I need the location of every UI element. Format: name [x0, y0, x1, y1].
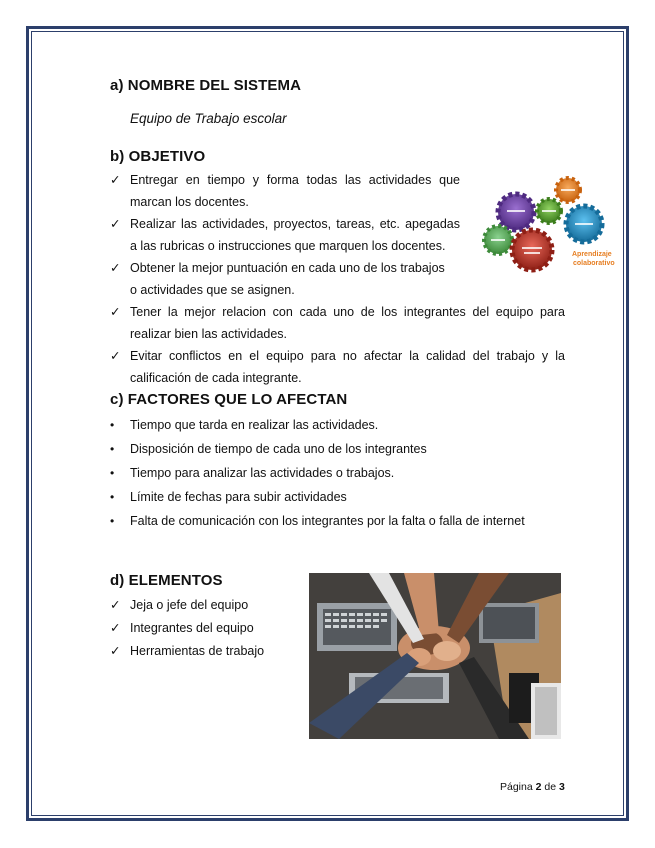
check-icon: ✓: [110, 173, 121, 187]
page-label: Página: [500, 781, 536, 793]
bullet-icon: •: [110, 442, 115, 456]
check-icon: ✓: [110, 621, 121, 635]
bullet-icon: •: [110, 514, 115, 528]
objective-text-cont: a las rubricas o instrucciones que marquen los docentes.: [130, 239, 446, 253]
total-pages: 3: [558, 781, 565, 793]
factor-text: Disposición de tiempo de cada uno de los integrantes: [130, 442, 427, 456]
bullet-icon: •: [110, 490, 115, 504]
check-icon: ✓: [110, 349, 121, 363]
bullet-icon: •: [110, 466, 115, 480]
factor-text: Tiempo para analizar las actividades o trabajos.: [130, 466, 395, 480]
factor-text: Falta de comunicación con los integrantes por la falta o falla de internet: [130, 514, 525, 528]
objective-text-cont: realizar bien las actividades.: [130, 327, 288, 341]
section-b-heading: b) OBJETIVO: [110, 148, 206, 165]
check-icon: ✓: [110, 261, 121, 275]
element-text: Integrantes del equipo: [130, 621, 254, 635]
page-number: [500, 781, 565, 793]
check-icon: ✓: [110, 305, 121, 319]
factor-text: Tiempo que tarda en realizar las actividades.: [130, 418, 379, 432]
team-hands-photo: [309, 573, 561, 739]
element-text: Jeja o jefe del equipo: [130, 598, 249, 612]
gear-caption-line1: Aprendizaje: [572, 251, 612, 258]
section-a-heading: a) NOMBRE DEL SISTEMA: [110, 77, 302, 94]
element-text: Herramientas de trabajo: [130, 644, 265, 658]
objective-text: Tener la mejor relacion con cada uno de los integrantes del equipo para: [130, 305, 565, 319]
objective-text: Realizar las actividades, proyectos, tareas, etc. apegadas: [130, 217, 460, 231]
factor-text: Límite de fechas para subir actividades: [130, 490, 347, 504]
gear-caption-line2: colaborativo: [573, 260, 615, 267]
objective-text: Obtener la mejor puntuación en cada uno de los trabajos: [130, 261, 445, 275]
check-icon: ✓: [110, 217, 121, 231]
objective-text: Evitar conflictos en el equipo para no afectar la calidad del trabajo y la: [130, 349, 565, 363]
objective-text: Entregar en tiempo y forma todas las actividades que: [130, 173, 460, 187]
objective-text-cont: calificación de cada integrante.: [130, 371, 302, 385]
objective-text-cont: marcan los docentes.: [130, 195, 249, 209]
collaborative-learning-gears-image: [474, 176, 615, 282]
section-d-heading: d) ELEMENTOS: [110, 572, 223, 589]
system-name: Equipo de Trabajo escolar: [130, 111, 287, 126]
check-icon: ✓: [110, 644, 121, 658]
page-of-label: de: [541, 781, 559, 793]
check-icon: ✓: [110, 598, 121, 612]
current-page: 2: [535, 781, 542, 793]
bullet-icon: •: [110, 418, 115, 432]
section-c-heading: c) FACTORES QUE LO AFECTAN: [110, 391, 348, 408]
objective-text-cont: o actividades que se asignen.: [130, 283, 295, 297]
